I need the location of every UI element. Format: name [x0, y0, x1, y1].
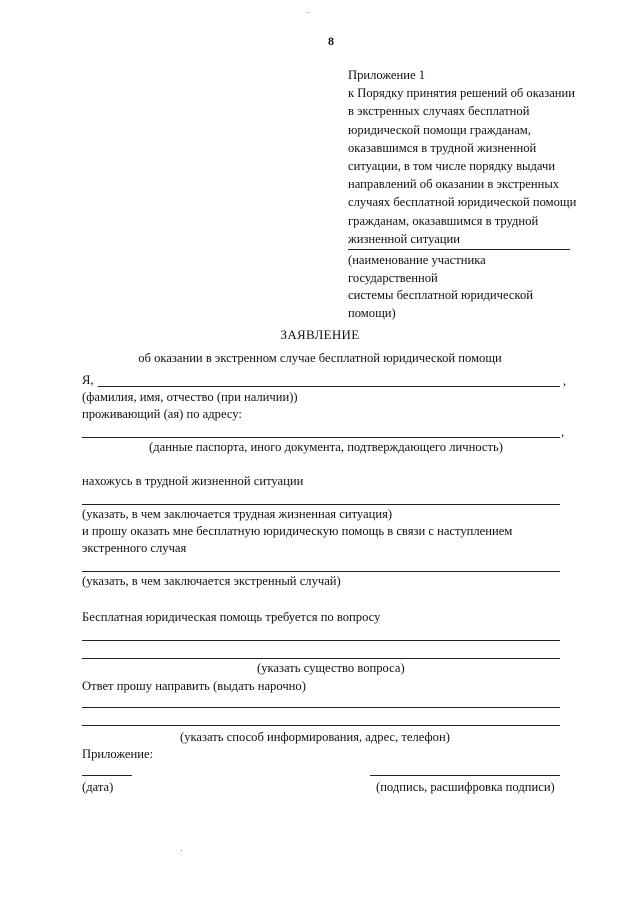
i-prefix: Я, — [82, 373, 94, 387]
answer-line-2[interactable] — [82, 725, 560, 726]
appendix-line: юридической помощи гражданам, — [348, 122, 531, 137]
addressee-line-text: (наименование участника — [348, 253, 486, 267]
signature-line[interactable] — [370, 775, 560, 776]
signature-hint: (подпись, расшифровка подписи) — [376, 780, 555, 794]
appendix-line: жизненной ситуации — [348, 231, 461, 246]
question-line-1[interactable] — [82, 640, 560, 641]
appendix-line: оказавшимся в трудной жизненной — [348, 140, 537, 155]
attachment-label: Приложение: — [82, 747, 154, 761]
situation-label: нахожусь в трудной жизненной ситуации — [82, 474, 304, 488]
addressee-line-text: помощи) — [348, 305, 396, 320]
fio-comma: , — [563, 374, 567, 388]
answer-hint: (указать способ информирования, адрес, телефон) — [180, 730, 450, 744]
fio-hint: (фамилия, имя, отчество (при наличии)) — [82, 390, 298, 404]
passport-comma: , — [561, 425, 565, 439]
fio-line[interactable] — [98, 386, 560, 387]
appendix-line: Приложение 1 — [348, 68, 426, 82]
appendix-line: направлений об оказании в экстренных — [348, 177, 560, 192]
date-hint: (дата) — [82, 780, 114, 794]
request-line-2: экстренного случая — [82, 541, 187, 555]
question-label: Бесплатная юридическая помощь требуется по вопросу — [82, 610, 381, 624]
addressee-line — [348, 249, 570, 250]
addressee-line-text: системы бесплатной юридической — [348, 288, 533, 303]
request-line-1: и прошу оказать мне бесплатную юридическую помощь в связи с наступлением — [82, 524, 513, 538]
answer-label: Ответ прошу направить (выдать нарочно) — [82, 679, 306, 693]
passport-hint: (данные паспорта, иного документа, подтверждающего личность) — [149, 440, 503, 454]
addressee-block — [348, 252, 533, 322]
question-line-2[interactable] — [82, 658, 560, 659]
date-line[interactable] — [82, 775, 132, 776]
emergency-line[interactable] — [82, 571, 560, 572]
appendix-line: гражданам, оказавшимся в трудной — [348, 213, 539, 228]
answer-line-1[interactable] — [82, 707, 560, 708]
document-title: ЗАЯВЛЕНИЕ — [280, 327, 360, 342]
appendix-line: в экстренных случаях бесплатной — [348, 104, 530, 119]
emergency-hint: (указать, в чем заключается экстренный случай) — [82, 574, 341, 588]
appendix-block — [348, 66, 598, 248]
passport-line[interactable] — [82, 437, 560, 438]
appendix-line: ситуации, в том числе порядку выдачи — [348, 159, 556, 174]
address-label: проживающий (ая) по адресу: — [82, 407, 242, 421]
scan-speck — [307, 12, 308, 13]
appendix-line: к Порядку принятия решений об оказании — [348, 86, 576, 101]
page-number: 8 — [328, 34, 334, 48]
question-hint: (указать существо вопроса) — [257, 661, 405, 675]
situation-hint: (указать, в чем заключается трудная жизненная ситуация) — [82, 507, 393, 521]
appendix-line: случаях бесплатной юридической помощи — [348, 195, 577, 210]
scan-speck — [181, 850, 182, 851]
situation-line[interactable] — [82, 504, 560, 505]
document-subtitle: об оказании в экстренном случае бесплатной юридической помощи — [138, 351, 502, 365]
addressee-line-text: государственной — [348, 270, 438, 285]
